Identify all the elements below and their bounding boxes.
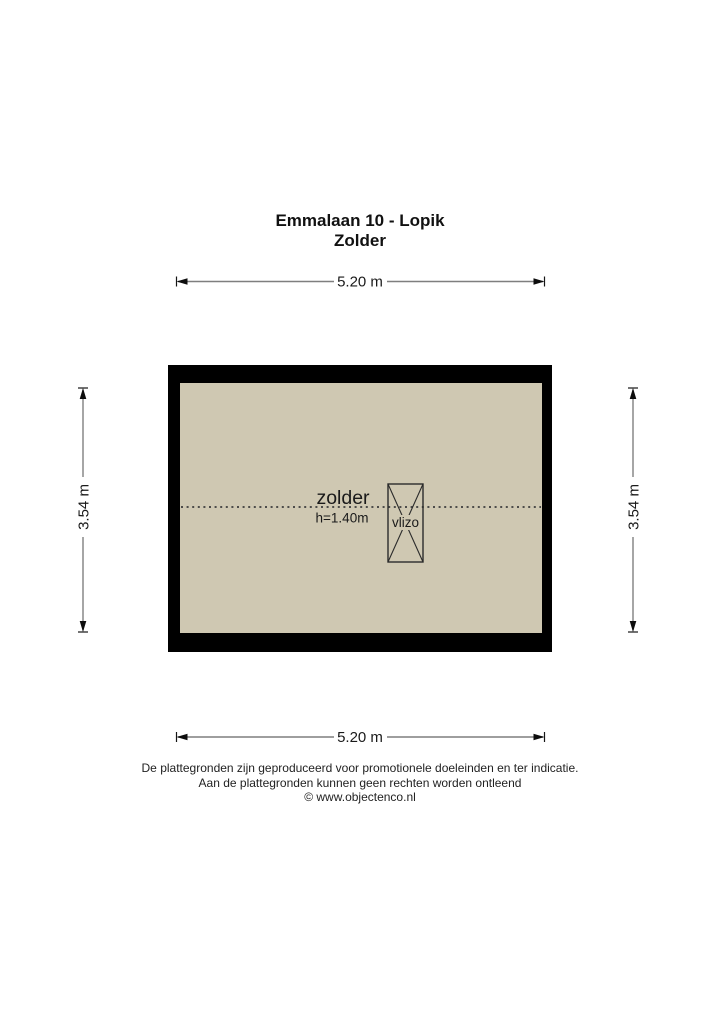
dimension-arrow-right-icon <box>534 734 545 741</box>
dimension-label-top: 5.20 m <box>337 273 383 291</box>
dimension-left <box>76 388 93 632</box>
dimension-arrow-down-icon <box>80 621 87 632</box>
attic-plan <box>168 365 552 652</box>
copyright-line: © www.objectenco.nl <box>304 790 416 804</box>
loft-ladder-label: vlizo <box>391 515 420 530</box>
page-subtitle: Zolder <box>334 231 386 250</box>
dimension-bottom <box>177 729 545 746</box>
dimension-arrow-left-icon <box>177 278 188 285</box>
dimension-arrow-up-icon <box>630 388 637 399</box>
dimension-right <box>626 388 643 632</box>
disclaimer-line-1: De plattegronden zijn geproduceerd voor promotionele doeleinden en ter indicatie. <box>141 761 579 775</box>
dimension-arrow-left-icon <box>177 734 188 741</box>
disclaimer <box>0 761 720 805</box>
page-title: Emmalaan 10 - Lopik <box>275 211 445 230</box>
disclaimer-line-2: Aan de plattegronden kunnen geen rechten worden ontleend <box>198 775 522 790</box>
dimension-top <box>177 274 545 291</box>
room-label: zolder <box>316 487 370 509</box>
dimension-label-left: 3.54 m <box>75 484 93 530</box>
dimension-arrow-down-icon <box>630 621 637 632</box>
dimension-label-right: 3.54 m <box>625 484 643 530</box>
dimension-label-bottom: 5.20 m <box>337 729 383 746</box>
ceiling-height-label: h=1.40m <box>315 510 369 526</box>
dimension-arrow-right-icon <box>534 278 545 285</box>
dimension-arrow-up-icon <box>80 388 87 399</box>
